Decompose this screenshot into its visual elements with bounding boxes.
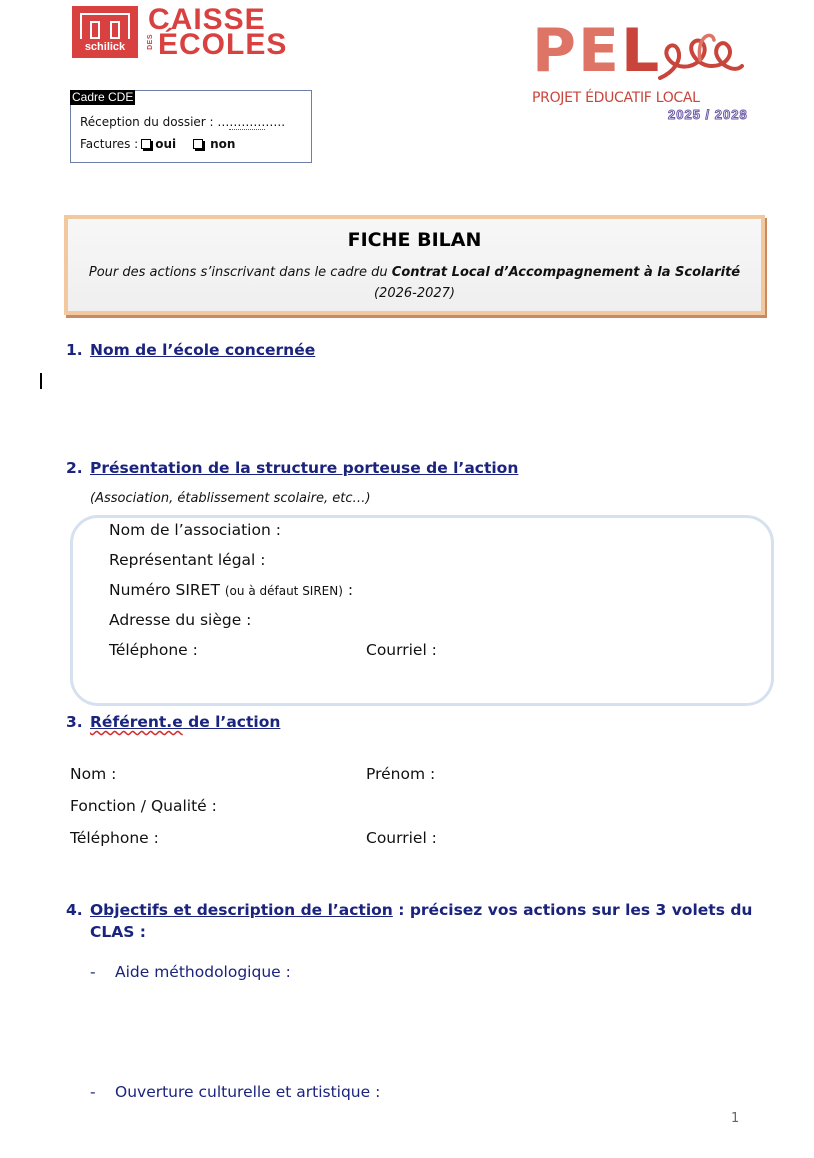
cadre-cde-box — [70, 90, 312, 163]
field-nom-association[interactable]: Nom de l’association : — [109, 521, 281, 539]
section-1-heading: 1. Nom de l’école concernée — [66, 341, 316, 359]
field-telephone-referent[interactable]: Téléphone : — [70, 829, 159, 847]
pel-word: PEL — [532, 16, 662, 86]
field-courriel-structure[interactable]: Courriel : — [366, 641, 437, 659]
pel-logo — [530, 16, 770, 130]
section-2-heading: 2. Présentation de la structure porteuse de l’action — [66, 459, 519, 477]
logo-mark-text: schilick — [84, 41, 126, 53]
field-representant-legal[interactable]: Représentant légal : — [109, 551, 266, 569]
factures-non-checkbox[interactable] — [193, 139, 203, 149]
caisse-des-ecoles-logo — [72, 3, 317, 62]
text-cursor[interactable] — [40, 373, 42, 389]
section-4-heading: 4. Objectifs et description de l’action : précisez vos actions sur les 3 volets du — [66, 901, 753, 919]
field-nom[interactable]: Nom : — [70, 765, 117, 783]
cadre-cde-tag: Cadre CDE — [72, 90, 134, 104]
pel-subtitle: PROJET ÉDUCATIF LOCAL — [532, 90, 700, 106]
section-4-heading-line2: CLAS : — [90, 923, 147, 941]
pel-years: 2025 / 2028 — [668, 107, 748, 122]
logo-word-des: DES — [147, 34, 154, 50]
field-telephone-structure[interactable]: Téléphone : — [109, 641, 198, 659]
field-fonction-qualite[interactable]: Fonction / Qualité : — [70, 797, 217, 815]
page-title: FICHE BILAN — [347, 229, 482, 251]
reception-field[interactable]: ……… — [229, 115, 266, 129]
bullet-ouverture-culturelle[interactable]: - Ouverture culturelle et artistique : — [90, 1083, 381, 1101]
factures-oui-checkbox[interactable] — [141, 139, 151, 149]
field-prenom[interactable]: Prénom : — [366, 765, 436, 783]
field-siret[interactable]: Numéro SIRET (ou à défaut SIREN) : — [109, 581, 354, 599]
reception-line: Réception du dossier : …………….. — [80, 115, 286, 129]
fiche-bilan-banner — [64, 215, 765, 315]
field-courriel-referent[interactable]: Courriel : — [366, 829, 437, 847]
factures-line: Factures : oui non — [80, 137, 236, 151]
banner-subtitle: Pour des actions s’inscrivant dans le cadre du Contrat Local d’Accompagnement à la Scolarité (2026-2027) — [88, 265, 741, 301]
section-3-heading: 3. Référent.e de l’action — [66, 713, 281, 731]
bullet-aide-methodologique[interactable]: - Aide méthodologique : — [90, 963, 291, 981]
building-icon — [72, 6, 138, 58]
logo-word-caisse: CAISSE — [148, 3, 266, 36]
field-adresse-siege[interactable]: Adresse du siège : — [109, 611, 252, 629]
logo-word-ecoles: ÉCOLES — [158, 28, 288, 61]
swirl-icon — [656, 26, 746, 88]
page-number: 1 — [731, 1111, 740, 1126]
section-2-note: (Association, établissement scolaire, etc…) — [90, 491, 371, 506]
